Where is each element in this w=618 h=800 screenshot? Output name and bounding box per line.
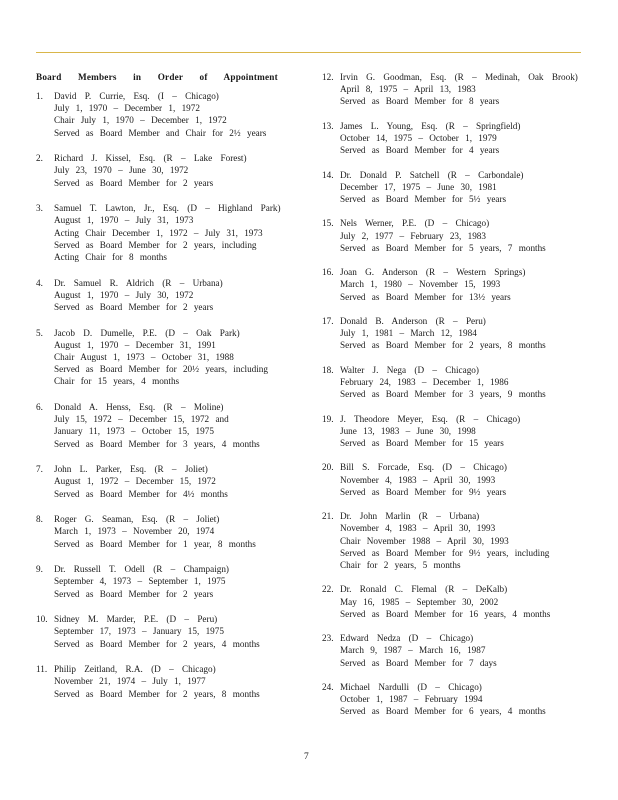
member-detail-line: September 17, 1973 – January 15, 1975 [54, 626, 224, 637]
member-details [340, 583, 592, 620]
member-details [340, 120, 592, 157]
member-details [340, 266, 592, 303]
page-number: 7 [304, 752, 309, 762]
member-details [340, 413, 592, 450]
member-detail-line: Served as Board Member for 2 years [54, 302, 214, 313]
member-entry [322, 266, 592, 303]
member-details [54, 90, 306, 139]
member-name: Philip Zeitland, R.A. (D – Chicago) [54, 664, 216, 675]
member-name: Dr. John Marlin (R – Urbana) [340, 511, 480, 522]
member-detail-line: July 2, 1977 – February 23, 1983 [340, 230, 486, 241]
member-number: 2. [36, 153, 43, 164]
member-details [54, 401, 306, 450]
member-detail-line: March 9, 1987 – March 16, 1987 [340, 645, 486, 656]
member-detail-line: July 1, 1981 – March 12, 1984 [340, 328, 477, 339]
member-detail-line: July 1, 1970 – December 1, 1972 [54, 103, 200, 114]
member-entry [36, 563, 306, 600]
member-detail-line: Served as Board Member for 5 years, 7 months [340, 242, 546, 253]
member-detail-line: Served as Board Member for 6 years, 4 months [340, 706, 546, 717]
member-details [54, 202, 306, 263]
member-detail-line: April 8, 1975 – April 13, 1983 [340, 84, 476, 95]
member-detail-line: Served as Board Member for 3 years, 9 months [340, 389, 546, 400]
member-detail-line: Served as Board Member for 2 years, 8 months [340, 340, 546, 351]
member-details [54, 563, 306, 600]
member-number: 17. [322, 315, 334, 326]
member-detail-line: July 15, 1972 – December 15, 1972 and [54, 414, 229, 425]
member-name: Nels Werner, P.E. (D – Chicago) [340, 218, 490, 229]
member-entry [322, 315, 592, 352]
member-detail-line: Served as Board Member for 7 days [340, 657, 497, 668]
member-entry [322, 169, 592, 206]
member-number: 5. [36, 327, 43, 338]
header-rule [36, 52, 581, 53]
member-name: Donald A. Henss, Esq. (R – Moline) [54, 402, 224, 413]
member-number: 19. [322, 413, 334, 424]
member-name: John L. Parker, Esq. (R – Joliet) [54, 464, 208, 475]
member-detail-line: March 1, 1980 – November 15, 1993 [340, 279, 501, 290]
member-entry [322, 510, 592, 571]
member-number: 23. [322, 633, 334, 644]
member-number: 15. [322, 218, 334, 229]
member-detail-line: Served as Board Member for 16 years, 4 months [340, 608, 551, 619]
member-entry [322, 681, 592, 718]
member-detail-line: August 1, 1970 – July 31, 1973 [54, 215, 194, 226]
member-details [54, 463, 306, 500]
member-name: J. Theodore Meyer, Esq. (R – Chicago) [340, 413, 521, 424]
member-details [340, 461, 592, 498]
member-name: Sidney M. Marder, P.E. (D – Peru) [54, 614, 218, 625]
member-details [54, 663, 306, 700]
left-column [36, 90, 306, 713]
member-number: 9. [36, 564, 43, 575]
member-entry [322, 364, 592, 401]
member-entry [36, 90, 306, 139]
member-number: 21. [322, 511, 334, 522]
member-detail-line: February 24, 1983 – December 1, 1986 [340, 376, 509, 387]
member-detail-line: November 21, 1974 – July 1, 1977 [54, 676, 206, 687]
member-details [340, 632, 592, 669]
member-entry [322, 120, 592, 157]
member-name: Edward Nedza (D – Chicago) [340, 633, 474, 644]
member-number: 18. [322, 364, 334, 375]
member-details [54, 613, 306, 650]
member-number: 6. [36, 402, 43, 413]
member-detail-line: Chair for 2 years, 5 months [340, 559, 461, 570]
member-entry [36, 152, 306, 189]
member-detail-line: August 1, 1972 – December 15, 1972 [54, 476, 216, 487]
member-detail-line: Served as Board Member for 2 years, 8 months [54, 688, 260, 699]
member-details [340, 217, 592, 254]
member-detail-line: July 23, 1970 – June 30, 1972 [54, 165, 189, 176]
member-details [340, 681, 592, 718]
member-number: 20. [322, 462, 334, 473]
member-name: Richard J. Kissel, Esq. (R – Lake Forest) [54, 153, 247, 164]
member-detail-line: November 4, 1983 – April 30, 1993 [340, 474, 496, 485]
member-details [54, 277, 306, 314]
member-detail-line: Chair November 1988 – April 30, 1993 [340, 535, 509, 546]
member-entry [36, 613, 306, 650]
member-detail-line: November 4, 1983 – April 30, 1993 [340, 523, 496, 534]
member-detail-line: June 13, 1983 – June 30, 1998 [340, 425, 476, 436]
member-detail-line: Chair for 15 years, 4 months [54, 376, 180, 387]
member-name: Donald B. Anderson (R – Peru) [340, 315, 486, 326]
member-detail-line: Acting Chair December 1, 1972 – July 31, 1973 [54, 227, 263, 238]
member-entry [36, 401, 306, 450]
member-entry [36, 463, 306, 500]
member-detail-line: January 11, 1973 – October 15, 1975 [54, 426, 214, 437]
member-detail-line: Acting Chair for 8 months [54, 252, 167, 263]
member-number: 16. [322, 267, 334, 278]
member-entry [36, 327, 306, 388]
member-entry [322, 217, 592, 254]
member-number: 13. [322, 120, 334, 131]
member-detail-line: December 17, 1975 – June 30, 1981 [340, 181, 497, 192]
member-name: Samuel T. Lawton, Jr., Esq. (D – Highland Park) [54, 203, 281, 214]
member-name: David P. Currie, Esq. (I – Chicago) [54, 91, 219, 101]
member-detail-line: Served as Board Member for 5½ years [340, 194, 507, 204]
member-name: Jacob D. Dumelle, P.E. (D – Oak Park) [54, 327, 240, 338]
member-number: 12. [322, 72, 334, 82]
member-name: Irvin G. Goodman, Esq. (R – Medinah, Oak Brook) [340, 72, 578, 82]
member-detail-line: September 4, 1973 – September 1, 1975 [54, 576, 226, 587]
member-number: 4. [36, 277, 43, 288]
member-number: 11. [36, 664, 48, 675]
member-entry [36, 202, 306, 263]
member-entry [36, 663, 306, 700]
member-details [340, 364, 592, 401]
member-detail-line: Served as Board Member for 13½ years [340, 291, 511, 302]
member-name: Joan G. Anderson (R – Western Springs) [340, 267, 526, 278]
member-details [340, 510, 592, 571]
member-detail-line: Served as Board Member for 1 year, 8 months [54, 538, 256, 549]
member-entry [36, 513, 306, 550]
member-details [340, 71, 592, 108]
member-detail-line: Served as Board Member for 3 years, 4 months [54, 438, 260, 449]
member-details [54, 327, 306, 388]
member-entry [322, 413, 592, 450]
member-entry [322, 632, 592, 669]
member-name: James L. Young, Esq. (R – Springfield) [340, 120, 521, 131]
member-detail-line: Served as Board Member for 9½ years, including [340, 547, 550, 558]
member-detail-line: Served as Board Member for 2 years, 4 months [54, 638, 260, 649]
member-detail-line: Served as Board Member for 2 years, including [54, 239, 257, 250]
member-entry [322, 583, 592, 620]
member-detail-line: Chair July 1, 1970 – December 1, 1972 [54, 115, 227, 126]
member-details [340, 315, 592, 352]
member-detail-line: Served as Board Member for 2 years [54, 177, 214, 188]
member-number: 22. [322, 584, 334, 595]
member-detail-line: Served as Board Member for 15 years [340, 437, 504, 448]
member-number: 14. [322, 169, 334, 180]
member-name: Roger G. Seaman, Esq. (R – Joliet) [54, 514, 220, 525]
member-detail-line: Served as Board Member and Chair for 2½ years [54, 127, 267, 138]
member-name: Dr. Samuel R. Aldrich (R – Urbana) [54, 277, 223, 288]
member-detail-line: Served as Board Member for 2 years [54, 588, 214, 599]
member-detail-line: May 16, 1985 – September 30, 2002 [340, 596, 499, 607]
member-name: Dr. Ronald C. Flemal (R – DeKalb) [340, 584, 508, 595]
member-entry [322, 461, 592, 498]
member-detail-line: Served as Board Member for 4 years [340, 145, 500, 156]
member-number: 3. [36, 203, 43, 214]
member-detail-line: March 1, 1973 – November 20, 1974 [54, 526, 215, 537]
right-column [322, 71, 592, 730]
member-name: Dr. Donald P. Satchell (R – Carbondale) [340, 169, 524, 180]
member-number: 7. [36, 464, 43, 475]
member-detail-line: October 1, 1987 – February 1994 [340, 694, 483, 705]
member-details [54, 513, 306, 550]
member-details [340, 169, 592, 206]
member-detail-line: Served as Board Member for 9½ years [340, 486, 507, 497]
member-entry [322, 71, 592, 108]
member-number: 8. [36, 514, 43, 525]
section-heading: Board Members in Order of Appointment [36, 72, 278, 82]
member-detail-line: Served as Board Member for 4½ months [54, 488, 228, 499]
member-detail-line: August 1, 1970 – July 30, 1972 [54, 289, 194, 300]
member-number: 10. [36, 614, 48, 625]
member-name: Michael Nardulli (D – Chicago) [340, 681, 482, 692]
member-detail-line: Served as Board Member for 20½ years, including [54, 364, 268, 375]
member-name: Bill S. Forcade, Esq. (D – Chicago) [340, 462, 507, 473]
member-name: Walter J. Nega (D – Chicago) [340, 364, 479, 375]
member-entry [36, 277, 306, 314]
member-detail-line: Served as Board Member for 8 years [340, 96, 500, 107]
member-details [54, 152, 306, 189]
member-detail-line: October 14, 1975 – October 1, 1979 [340, 133, 497, 143]
member-detail-line: Chair August 1, 1973 – October 31, 1988 [54, 352, 234, 363]
member-name: Dr. Russell T. Odell (R – Champaign) [54, 564, 229, 575]
member-detail-line: August 1, 1970 – December 31, 1991 [54, 339, 216, 350]
member-number: 24. [322, 681, 334, 692]
member-number: 1. [36, 91, 43, 101]
